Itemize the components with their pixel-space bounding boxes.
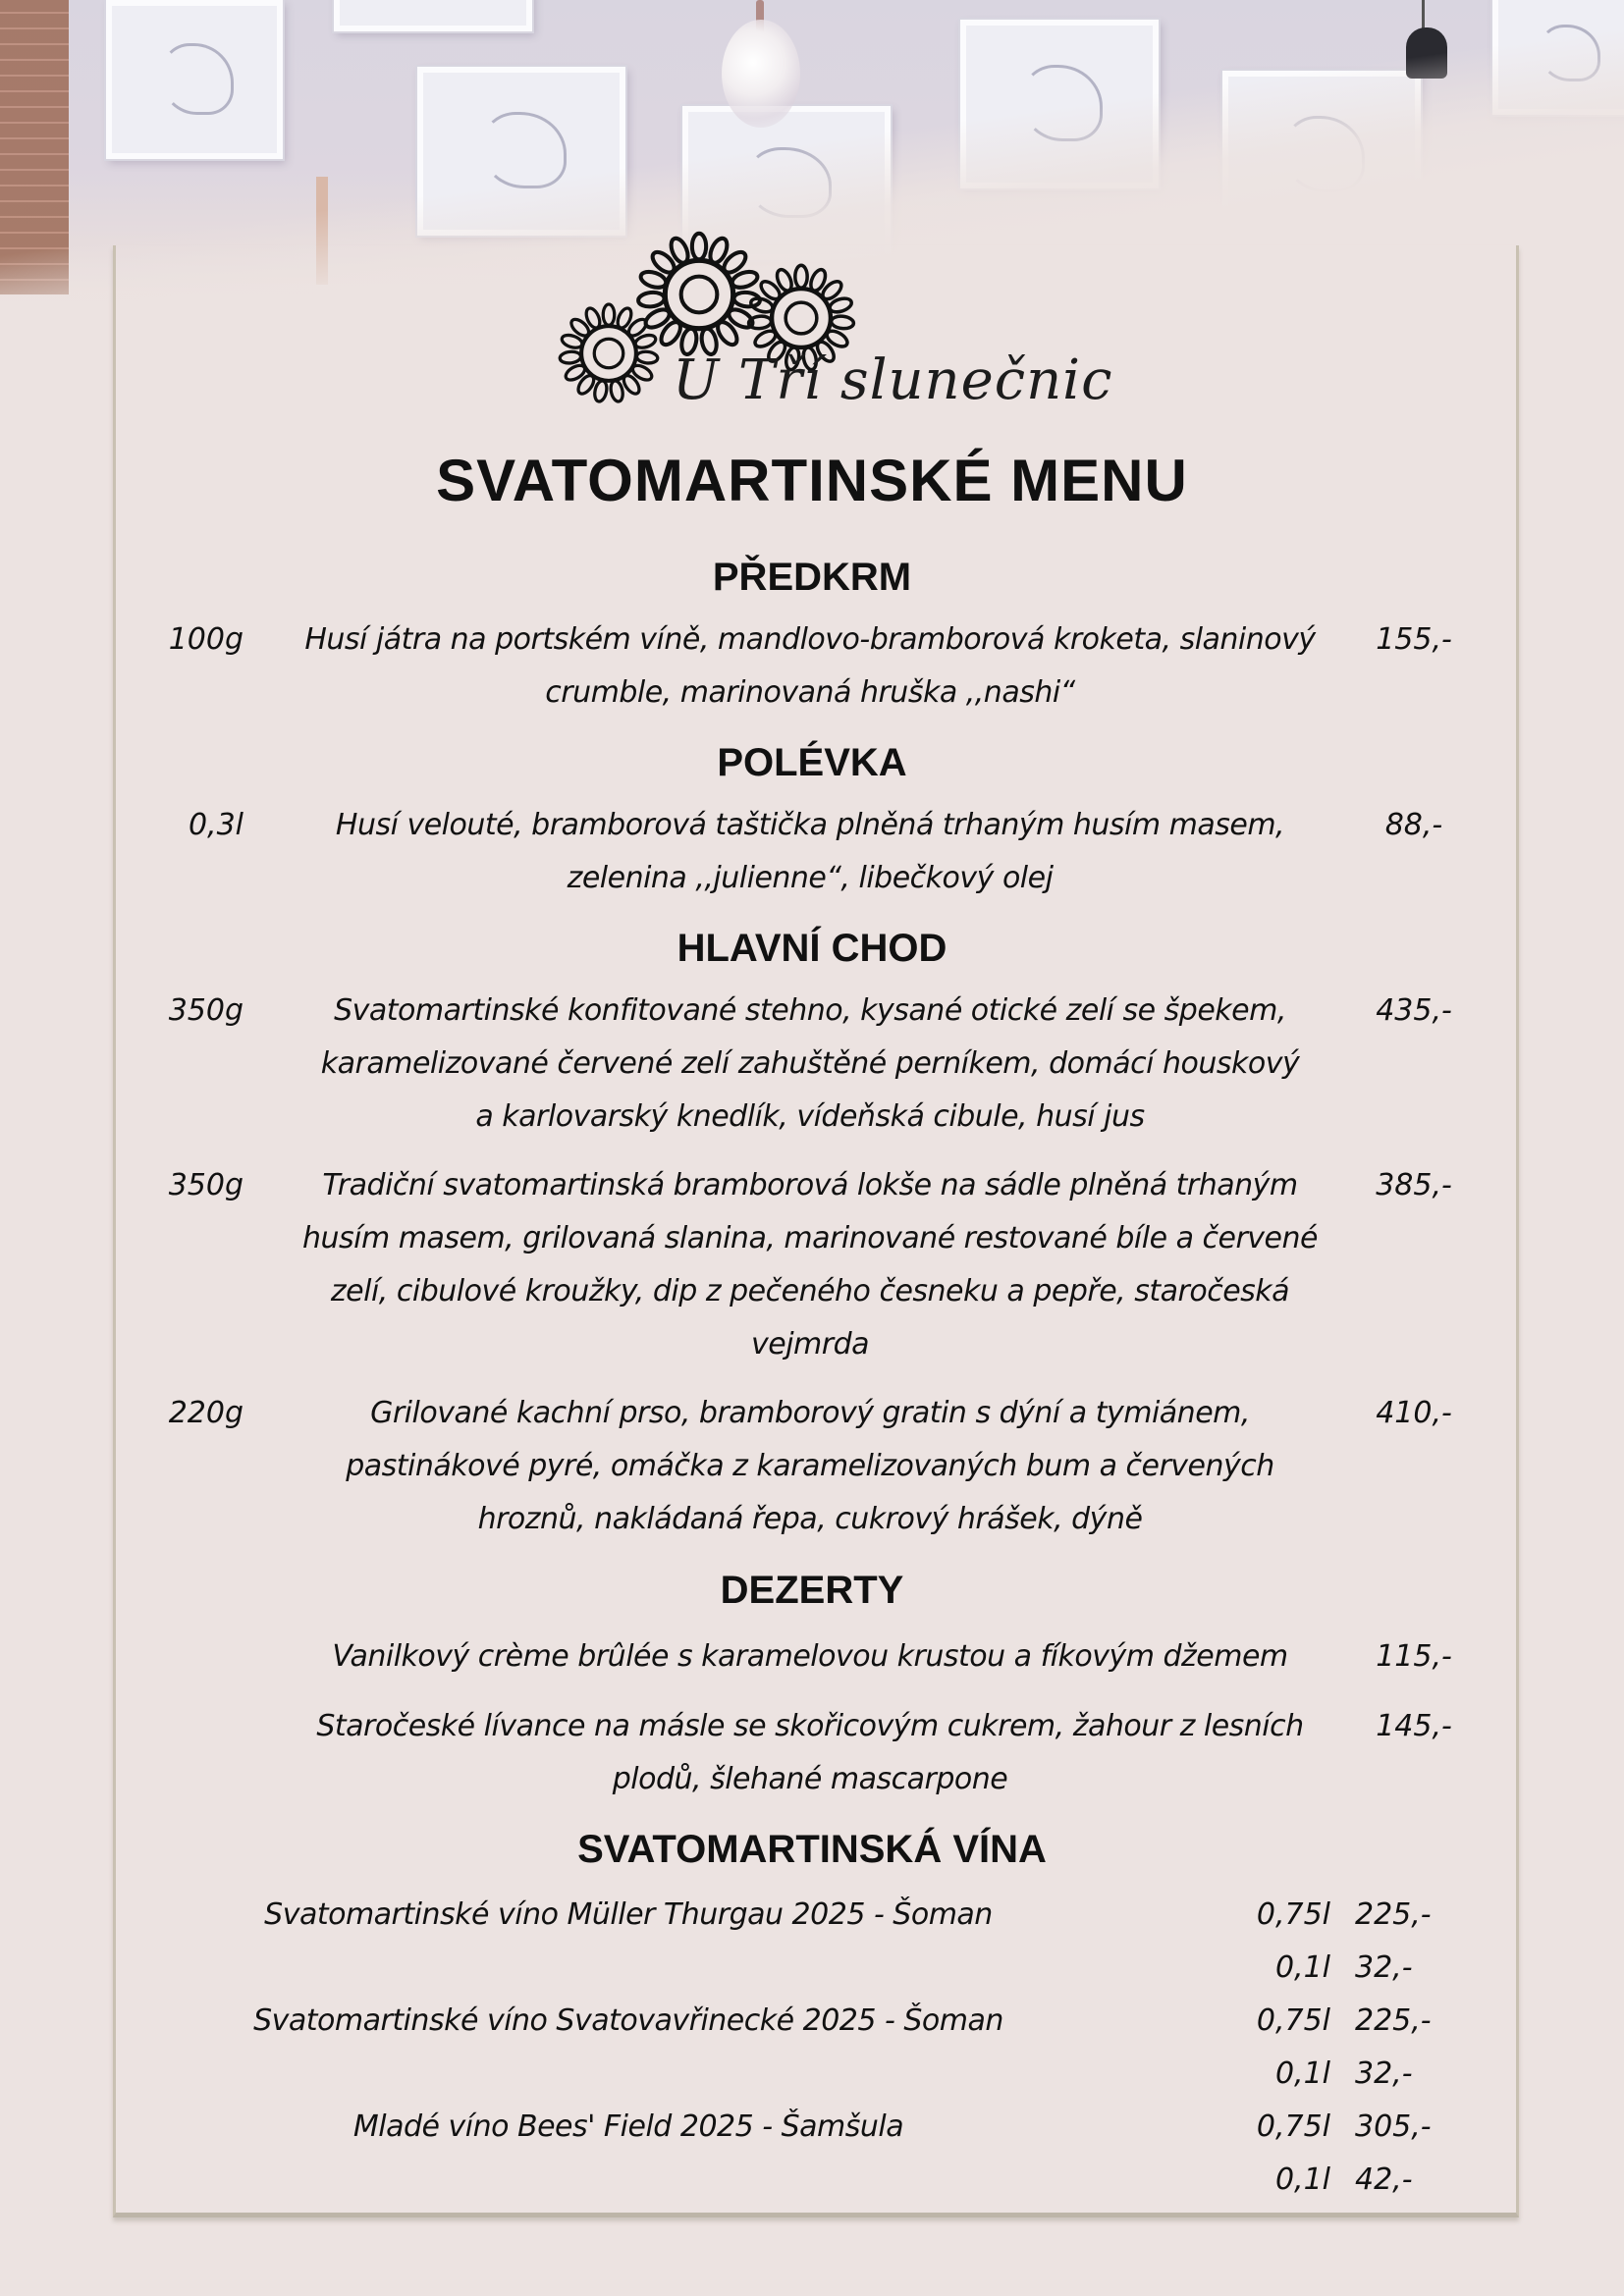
wine-name: Mladé víno Bees' Field 2025 - Šamšula (352, 2109, 904, 2144)
item-description: Staročeské lívance na másle se skořicovým cukrem, žahour z lesních plodů, šlehané mascarpone (316, 1709, 1304, 1796)
wine-price: 32,- (1355, 1950, 1413, 1985)
item-price: 385,- (1376, 1168, 1452, 1202)
item-portion: 350g (168, 1168, 244, 1202)
section-heading-desserts: DEZERTY (720, 1569, 904, 1612)
wine-volume: 0,1l (1274, 1950, 1330, 1985)
section-heading-main: HLAVNÍ CHOD (677, 927, 947, 970)
section-heading-starter: PŘEDKRM (712, 556, 912, 599)
wine-row (0, 1889, 1624, 1942)
item-portion: 100g (168, 622, 244, 657)
sunflower-small (560, 304, 659, 402)
wine-volume: 0,1l (1274, 2163, 1330, 2197)
item-price: 145,- (1376, 1709, 1452, 1743)
item-description: Husí játra na portském víně, mandlovo-bramborová kroketa, slaninový crumble, marinovaná hruška ,,nashi“ (304, 622, 1316, 710)
wine-row (0, 2101, 1624, 2154)
menu-title: SVATOMARTINSKÉ MENU (436, 448, 1188, 513)
wine-volume: 0,1l (1274, 2056, 1330, 2091)
wine-name: Svatomartinské víno Müller Thurgau 2025 - Šoman (264, 1897, 993, 1932)
wine-row (0, 1942, 1624, 1995)
wine-volume: 0,75l (1256, 2003, 1330, 2038)
wine-row (0, 2048, 1624, 2101)
item-description: Husí velouté, bramborová taštička plněná trhaným husím masem, zelenina ,,julienne“, libečkový olej (335, 808, 1285, 895)
wine-name: Svatomartinské víno Svatovavřinecké 2025 - Šoman (253, 2003, 1003, 2038)
wine-price: 305,- (1355, 2109, 1432, 2144)
item-portion: 350g (168, 993, 244, 1028)
wine-price: 225,- (1355, 1897, 1432, 1932)
wine-row (0, 2154, 1624, 2207)
wine-volume: 0,75l (1256, 1897, 1330, 1932)
item-price: 88,- (1384, 808, 1443, 842)
wine-volume: 0,75l (1256, 2109, 1330, 2144)
item-description: Grilované kachní prso, bramborový gratin s dýní a tymiánem, pastinákové pyré, omáčka z karamelizovaných bum a červených hroznů, nakládaná řepa, cukrový hrášek, dýně (346, 1396, 1274, 1536)
item-description: Vanilkový crème brûlée s karamelovou krustou a fíkovým džemem (332, 1639, 1288, 1674)
item-portion: 220g (168, 1396, 244, 1430)
item-portion: 0,3l (188, 808, 244, 842)
item-price: 435,- (1376, 993, 1452, 1028)
wine-row (0, 1995, 1624, 2048)
item-price: 115,- (1376, 1639, 1452, 1674)
item-price: 155,- (1376, 622, 1452, 657)
wine-price: 32,- (1355, 2056, 1413, 2091)
item-price: 410,- (1376, 1396, 1452, 1430)
item-description: Tradiční svatomartinská bramborová lokše na sádle plněná trhaným husím masem, grilovaná slanina, marinované restované bíle a červené zelí, cibulové kroužky, dip z pečeného česneku a pepře, staročeská vejmrda (302, 1168, 1318, 1362)
section-heading-wines: SVATOMARTINSKÁ VÍNA (577, 1828, 1047, 1871)
item-description: Svatomartinské konfitované stehno, kysané otické zelí se špekem, karamelizované červené zelí zahuštěné perníkem, domácí houskový a karlovarský knedlík, vídeňská cibule, husí jus (320, 993, 1300, 1134)
section-heading-soup: POLÉVKA (717, 741, 907, 784)
wine-price: 225,- (1355, 2003, 1432, 2038)
restaurant-name: U Tří slunečnic (673, 348, 1113, 412)
wine-price: 42,- (1355, 2163, 1413, 2197)
